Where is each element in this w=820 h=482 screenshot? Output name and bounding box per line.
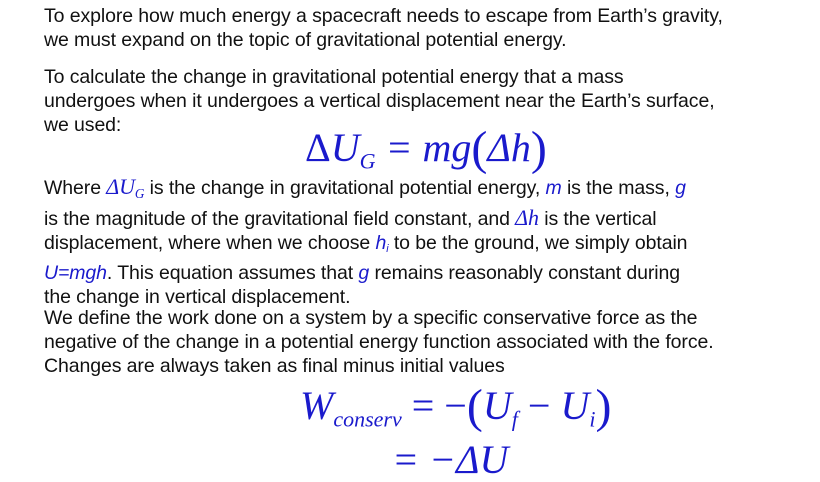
eq-minus: − — [517, 383, 561, 428]
eq-sub-i: i — [589, 406, 596, 432]
where-text: remains reasonably constant during — [369, 262, 680, 285]
eq-u: U — [330, 125, 360, 170]
intro-line: we must expand on the topic of gravitational potential energy. — [44, 29, 567, 51]
where-line-2 — [44, 206, 814, 231]
inline-umgh: U=mgh — [44, 262, 107, 285]
eq-rhs: = mg — [385, 125, 472, 170]
eq-paren-open: ( — [471, 122, 488, 175]
where-line-1 — [44, 175, 814, 206]
calc-line: To calculate the change in gravitational potential energy that a mass — [44, 66, 624, 88]
inline-hi — [375, 232, 388, 254]
work-line: We define the work done on a system by a specific conservative force as the — [44, 307, 698, 329]
work-line: negative of the change in a potential energy function associated with the force. — [44, 331, 714, 353]
eq-w: W — [300, 383, 334, 428]
inline-h: h — [375, 231, 387, 254]
inline-m: m — [545, 177, 562, 199]
intro-line: To explore how much energy a spacecraft needs to escape from Earth’s gravity, — [44, 5, 723, 27]
equation-work-conservative — [300, 380, 611, 431]
where-line-3 — [44, 231, 814, 261]
eq-sub-conserv: conserv — [333, 406, 402, 432]
intro-paragraph — [44, 4, 814, 52]
where-text: displacement, where when we choose — [44, 231, 376, 254]
where-line-4 — [44, 261, 814, 285]
eq-delta-h: Δh — [487, 125, 531, 170]
eq-equals-minus: = − — [401, 383, 467, 428]
work-paragraph — [44, 306, 814, 378]
where-text: to be the ground, we simply obtain — [388, 231, 688, 254]
calc-line: undergoes when it undergoes a vertical displacement near the Earth’s surface, — [44, 90, 715, 112]
eq-paren-close: ) — [530, 122, 547, 175]
where-text: is the change in gravitational potential energy, — [144, 177, 546, 199]
eq-sub-f: f — [511, 406, 518, 432]
where-text: is the magnitude of the gravitational field constant, and — [44, 207, 516, 230]
where-text: is the mass, — [561, 177, 676, 199]
eq-delta: Δ — [305, 125, 331, 170]
inline-delta-u: ΔU — [106, 174, 135, 199]
where-text: . This equation assumes that — [106, 262, 359, 285]
inline-sub-i: i — [386, 243, 389, 256]
inline-sub-g: G — [134, 185, 145, 201]
calc-line: we used: — [44, 114, 122, 136]
where-line-5: the change in vertical displacement. — [44, 286, 351, 309]
eq-paren-open: ( — [466, 380, 483, 433]
eq-sub-g: G — [359, 148, 376, 174]
equation-minus-delta-u — [392, 437, 509, 482]
eq-u-final: U — [482, 383, 512, 428]
inline-delta-ug — [106, 174, 144, 199]
eq-paren-close: ) — [595, 380, 612, 433]
inline-g: g — [358, 262, 370, 285]
where-paragraph — [44, 175, 814, 309]
eq-minus-delta-u: = −ΔU — [392, 437, 509, 482]
inline-g: g — [675, 177, 686, 199]
eq-u-initial: U — [560, 383, 590, 428]
inline-delta-h: Δh — [515, 204, 539, 230]
work-line: Changes are always taken as final minus initial values — [44, 355, 505, 377]
where-text: is the vertical — [538, 207, 657, 230]
where-word: Where — [44, 177, 107, 199]
equation-potential-energy — [305, 122, 547, 173]
